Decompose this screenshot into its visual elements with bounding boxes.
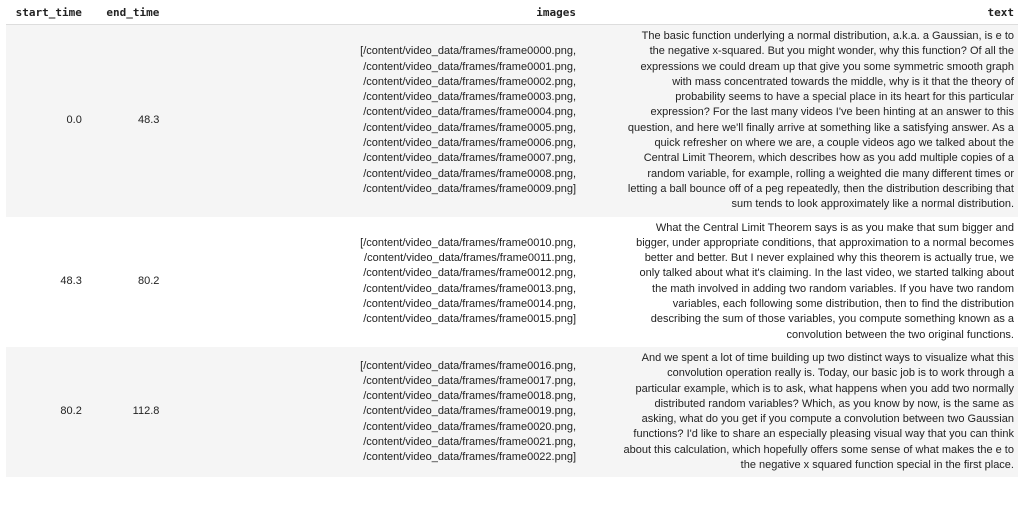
image-path-line: /content/video_data/frames/frame0017.png, [363, 374, 577, 387]
image-path-line: /content/video_data/frames/frame0001.png, [363, 60, 577, 73]
text-line: And we spent a lot of time building up two distinct ways to visualize what this [641, 351, 1014, 364]
header-row [6, 0, 1018, 25]
table-row [6, 217, 1018, 347]
text-line: the math involved in adding two random variables. If you have two random [652, 282, 1014, 295]
image-path-line: /content/video_data/frames/frame0014.png, [363, 298, 577, 311]
text-line: expression? For the last many videos I've been hinting at an answer to this [650, 106, 1014, 119]
cell-end-time: 48.3 [86, 25, 164, 217]
text-line: quick refresher on where we are, a couple videos ago we talked about the [654, 137, 1014, 150]
text-line: the negative x squared function special in the first place. [740, 459, 1014, 472]
image-path-line: /content/video_data/frames/frame0020.png, [363, 420, 577, 433]
cell-text [580, 347, 1018, 477]
text-line: particular example, which is to ask, what happens when you add two normally [635, 382, 1014, 395]
text-line: expressions we could dream up that give you some symmetric smooth graph [640, 60, 1014, 73]
text-line: only talked about what it's claiming. In the last video, we started talking about [639, 267, 1014, 280]
image-path-line: /content/video_data/frames/frame0013.png, [363, 282, 577, 295]
cell-end-time: 80.2 [86, 217, 164, 347]
image-path-line: /content/video_data/frames/frame0019.png, [363, 405, 577, 418]
text-line: asking, what do you get if you compute a convolution between two Gaussian [641, 413, 1014, 426]
text-line: distributed random variables? Which, as you know by now, is the same as [654, 397, 1014, 410]
text-line: functions? I'd like to share an especially pleasing visual way that you can think [633, 428, 1014, 441]
cell-end-time: 112.8 [86, 347, 164, 477]
image-path-line: /content/video_data/frames/frame0002.png, [363, 75, 577, 88]
text-line: bigger, under appropriate conditions, that approximation to a normal becomes [636, 236, 1014, 249]
text-line: probability seems to have a special place in its heart for this particular [675, 91, 1014, 104]
text-line: What the Central Limit Theorem says is as you make that sum bigger and [655, 221, 1014, 234]
image-path-line: [/content/video_data/frames/frame0000.png, [360, 45, 577, 58]
table-row [6, 25, 1018, 217]
image-path-line: /content/video_data/frames/frame0012.png, [363, 267, 577, 280]
cell-start-time: 48.3 [6, 217, 86, 347]
table-row [6, 347, 1018, 477]
cell-text [580, 217, 1018, 347]
cell-images [163, 347, 580, 477]
text-line: the negative x-squared. But you might wonder, why this function? Of all the [649, 45, 1014, 58]
text-line: convolution operation really is. Today, our basic job is to work through a [667, 367, 1014, 380]
text-line: question, and here we'll finally arrive at something like a satisfying answer. As a [627, 121, 1014, 134]
text-line: letting a ball bounce off of a peg repeatedly, then the distribution describing that [627, 182, 1014, 195]
text-line: random variable, for example, rolling a weighted die many different times or [647, 167, 1014, 180]
image-path-line: /content/video_data/frames/frame0011.png, [364, 252, 577, 265]
cell-text [580, 25, 1018, 217]
cell-images [163, 217, 580, 347]
image-path-line: /content/video_data/frames/frame0003.png, [363, 91, 577, 104]
text-line: convolution between the two original functions. [786, 328, 1014, 341]
text-line: Central Limit Theorem, which describes how as you add multiple copies of a [643, 152, 1014, 165]
image-path-line: /content/video_data/frames/frame0004.png, [363, 106, 577, 119]
text-line: about this calculation, which hopefully offers some sense of what makes the e to [623, 443, 1014, 456]
table-body [6, 25, 1018, 478]
image-path-line: [/content/video_data/frames/frame0010.png, [360, 236, 577, 249]
text-line: variables, each following some distribution, then to find the distribution [672, 298, 1014, 311]
cell-start-time: 80.2 [6, 347, 86, 477]
image-path-line: [/content/video_data/frames/frame0016.png, [360, 359, 577, 372]
image-path-line: /content/video_data/frames/frame0018.png, [363, 390, 577, 403]
image-path-line: /content/video_data/frames/frame0015.png] [363, 313, 577, 326]
column-header-text[interactable]: text [580, 0, 1018, 25]
image-path-line: /content/video_data/frames/frame0021.png, [363, 436, 577, 449]
image-path-line: /content/video_data/frames/frame0008.png, [363, 167, 577, 180]
cell-images [163, 25, 580, 217]
image-path-line: /content/video_data/frames/frame0007.png, [363, 152, 577, 165]
dataframe-table [6, 0, 1018, 477]
image-path-line: /content/video_data/frames/frame0006.png, [363, 137, 577, 150]
text-line: with mass concentrated towards the middle, why is it that the theory of [672, 75, 1014, 88]
text-line: better and better. But I never explained why this theorem is actually true, we [644, 252, 1014, 265]
text-line: sum tends to look approximately like a normal distribution. [731, 198, 1014, 211]
image-path-line: /content/video_data/frames/frame0005.png, [363, 121, 577, 134]
image-path-line: /content/video_data/frames/frame0022.png] [363, 451, 577, 464]
table-header [6, 0, 1018, 25]
column-header-images[interactable]: images [163, 0, 580, 25]
text-line: The basic function underlying a normal distribution, a.k.a. a Gaussian, is e to [641, 30, 1014, 42]
image-path-line: /content/video_data/frames/frame0009.png] [363, 182, 577, 195]
column-header-end-time[interactable]: end_time [86, 0, 164, 25]
cell-start-time: 0.0 [6, 25, 86, 217]
text-line: describing the sum of those variables, you compute something known as a [650, 313, 1014, 326]
column-header-start-time[interactable]: start_time [6, 0, 86, 25]
